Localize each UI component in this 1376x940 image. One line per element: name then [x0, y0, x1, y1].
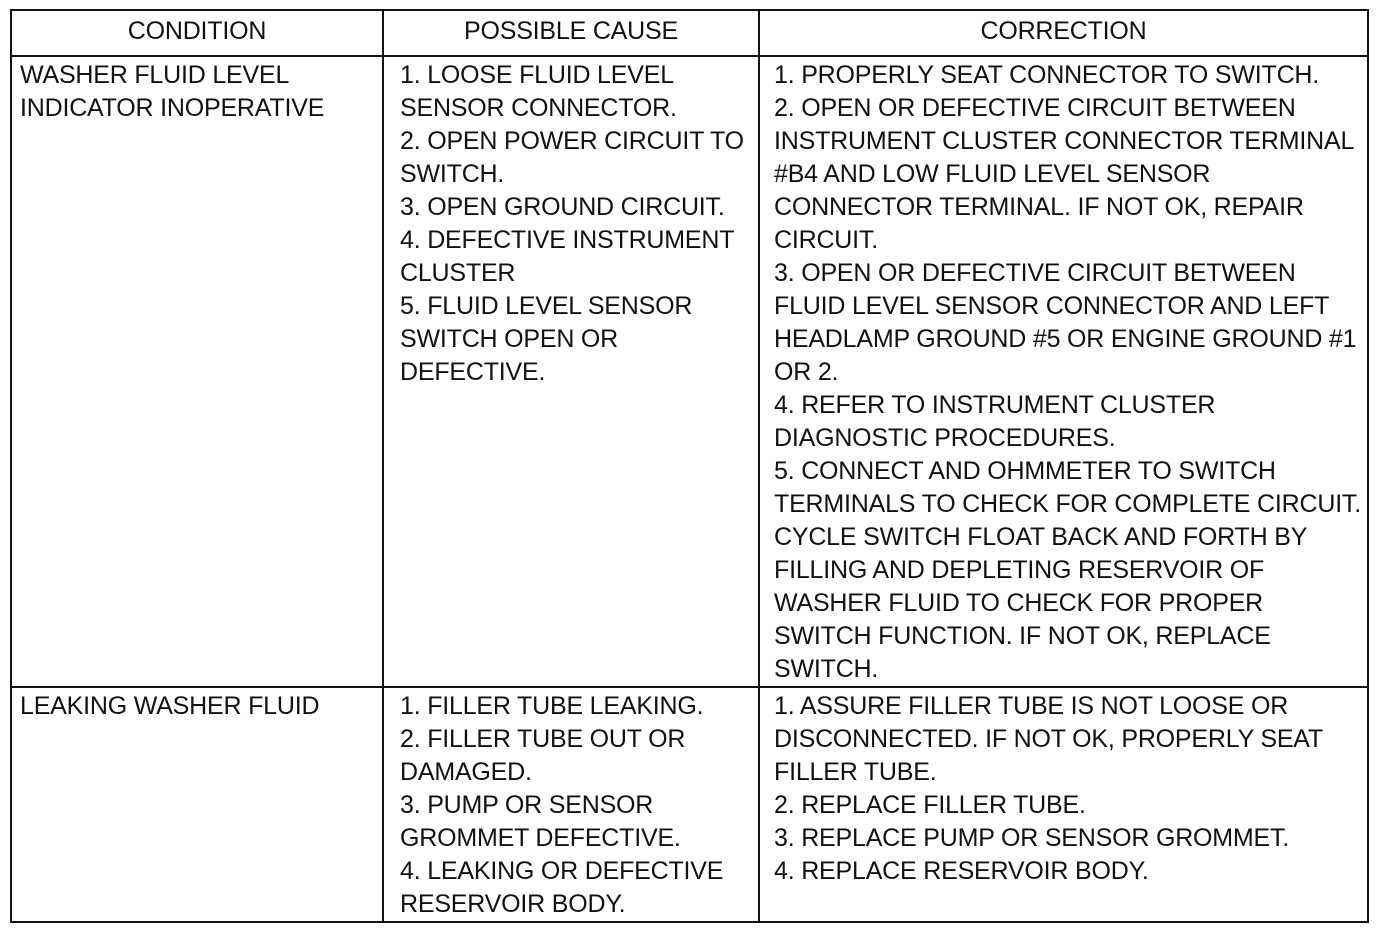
cause-item: 4. DEFECTIVE INSTRUMENT CLUSTER	[400, 226, 734, 287]
correction-item: 4. REFER TO INSTRUMENT CLUSTER DIAGNOSTIC PROCEDURES.	[774, 391, 1216, 452]
correction-item: 4. REPLACE RESERVOIR BODY.	[774, 857, 1149, 885]
condition-cell	[11, 56, 383, 687]
table-row	[11, 56, 1368, 687]
cause-item: 4. LEAKING OR DEFECTIVE RESERVOIR BODY.	[400, 857, 724, 918]
correction-item: 3. REPLACE PUMP OR SENSOR GROMMET.	[774, 824, 1290, 852]
table-row	[11, 687, 1368, 922]
cause-item: 1. FILLER TUBE LEAKING.	[400, 692, 704, 720]
correction-item: 1. PROPERLY SEAT CONNECTOR TO SWITCH.	[774, 61, 1320, 89]
correction-cell	[759, 687, 1368, 922]
table-header-row	[11, 10, 1368, 56]
cause-item: 2. OPEN POWER CIRCUIT TO SWITCH.	[400, 127, 744, 188]
correction-cell	[759, 56, 1368, 687]
cause-item: 3. PUMP OR SENSOR GROMMET DEFECTIVE.	[400, 791, 681, 852]
correction-item: 5. CONNECT AND OHMMETER TO SWITCH TERMINALS TO CHECK FOR COMPLETE CIRCUIT. CYCLE SWITCH FLOAT BACK AND FORTH BY FILLING AND DEPLETING RESERVOIR OF WASHER FLUID TO CHECK FOR PROPER SWITCH FUNCTION. IF NOT OK, REPLACE SWITCH.	[774, 457, 1361, 683]
correction-item: 2. OPEN OR DEFECTIVE CIRCUIT BETWEEN INSTRUMENT CLUSTER CONNECTOR TERMINAL #B4 AND LOW FLUID LEVEL SENSOR CONNECTOR TERMINAL. IF NOT OK, REPAIR CIRCUIT.	[774, 94, 1354, 254]
cause-item: 5. FLUID LEVEL SENSOR SWITCH OPEN OR DEFECTIVE.	[400, 292, 693, 386]
cause-cell	[383, 687, 759, 922]
correction-item: 2. REPLACE FILLER TUBE.	[774, 791, 1086, 819]
header-correction: CORRECTION	[759, 10, 1368, 56]
correction-item: 3. OPEN OR DEFECTIVE CIRCUIT BETWEEN FLUID LEVEL SENSOR CONNECTOR AND LEFT HEADLAMP GROUND #5 OR ENGINE GROUND #1 OR 2.	[774, 259, 1357, 386]
condition-line: LEAKING WASHER FLUID	[20, 692, 320, 720]
cause-item: 1. LOOSE FLUID LEVEL SENSOR CONNECTOR.	[400, 61, 677, 122]
correction-item: 1. ASSURE FILLER TUBE IS NOT LOOSE OR DISCONNECTED. IF NOT OK, PROPERLY SEAT FILLER TUBE.	[774, 692, 1323, 786]
header-condition: CONDITION	[11, 10, 383, 56]
condition-cell	[11, 687, 383, 922]
diagnosis-table	[10, 9, 1369, 923]
condition-line: WASHER FLUID LEVEL	[20, 61, 290, 89]
cause-item: 2. FILLER TUBE OUT OR DAMAGED.	[400, 725, 686, 786]
condition-line: INDICATOR INOPERATIVE	[20, 94, 325, 122]
header-possible-cause: POSSIBLE CAUSE	[383, 10, 759, 56]
cause-cell	[383, 56, 759, 687]
cause-item: 3. OPEN GROUND CIRCUIT.	[400, 193, 725, 221]
